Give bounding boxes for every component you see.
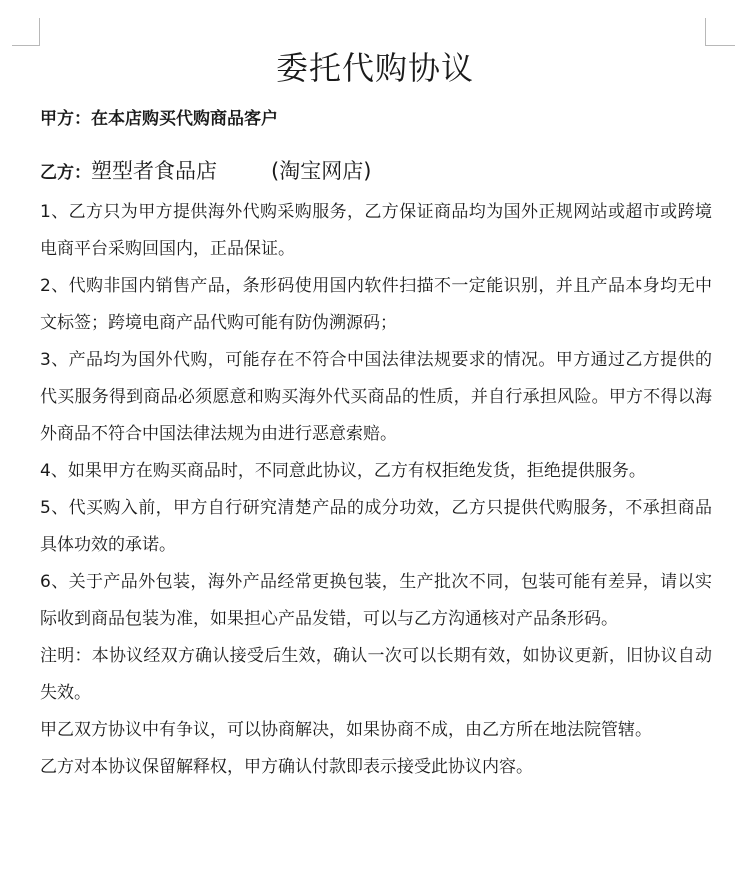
note-paragraph: 注明：本协议经双方确认接受后生效，确认一次可以长期有效，如协议更新，旧协议自动失效。 — [40, 646, 712, 703]
party-a-line: 甲方：在本店购买代购商品客户 — [40, 109, 278, 129]
party-b-line — [40, 157, 371, 187]
party-b-label: 乙方： — [40, 163, 91, 183]
crop-mark-top-right-vertical — [705, 18, 706, 46]
clause-5: 5、代买购入前，甲方自行研究清楚产品的成分功效，乙方只提供代购服务，不承担商品具体功效的承诺。 — [40, 498, 712, 555]
rights-paragraph: 乙方对本协议保留解释权，甲方确认付款即表示接受此协议内容。 — [40, 757, 533, 777]
clause-3: 3、产品均为国外代购，可能存在不符合中国法律法规要求的情况。甲方通过乙方提供的代买服务得到商品必须愿意和购买海外代买商品的性质，并自行承担风险。甲方不得以海外商品不符合中国法律法规为由进行恶意索赔。 — [40, 350, 712, 444]
dispute-paragraph: 甲乙双方协议中有争议，可以协商解决，如果协商不成，由乙方所在地法院管辖。 — [40, 720, 652, 740]
party-b-shop-type: (淘宝网店) — [271, 159, 372, 183]
clause-6: 6、关于产品外包装，海外产品经常更换包装，生产批次不同，包装可能有差异，请以实际收到商品包装为准，如果担心产品发错，可以与乙方沟通核对产品条形码。 — [40, 572, 712, 629]
crop-mark-top-left-vertical — [39, 18, 40, 46]
agreement-body — [40, 194, 712, 786]
clause-1: 1、乙方只为甲方提供海外代购采购服务，乙方保证商品均为国外正规网站或超市或跨境电商平台采购回国内，正品保证。 — [40, 202, 712, 259]
party-b-name: 塑型者食品店 — [91, 159, 217, 183]
clause-2: 2、代购非国内销售产品，条形码使用国内软件扫描不一定能识别，并且产品本身均无中文标签；跨境电商产品代购可能有防伪溯源码； — [40, 276, 712, 333]
document-title: 委托代购协议 — [275, 49, 474, 87]
clause-4: 4、如果甲方在购买商品时，不同意此协议，乙方有权拒绝发货，拒绝提供服务。 — [40, 461, 646, 481]
